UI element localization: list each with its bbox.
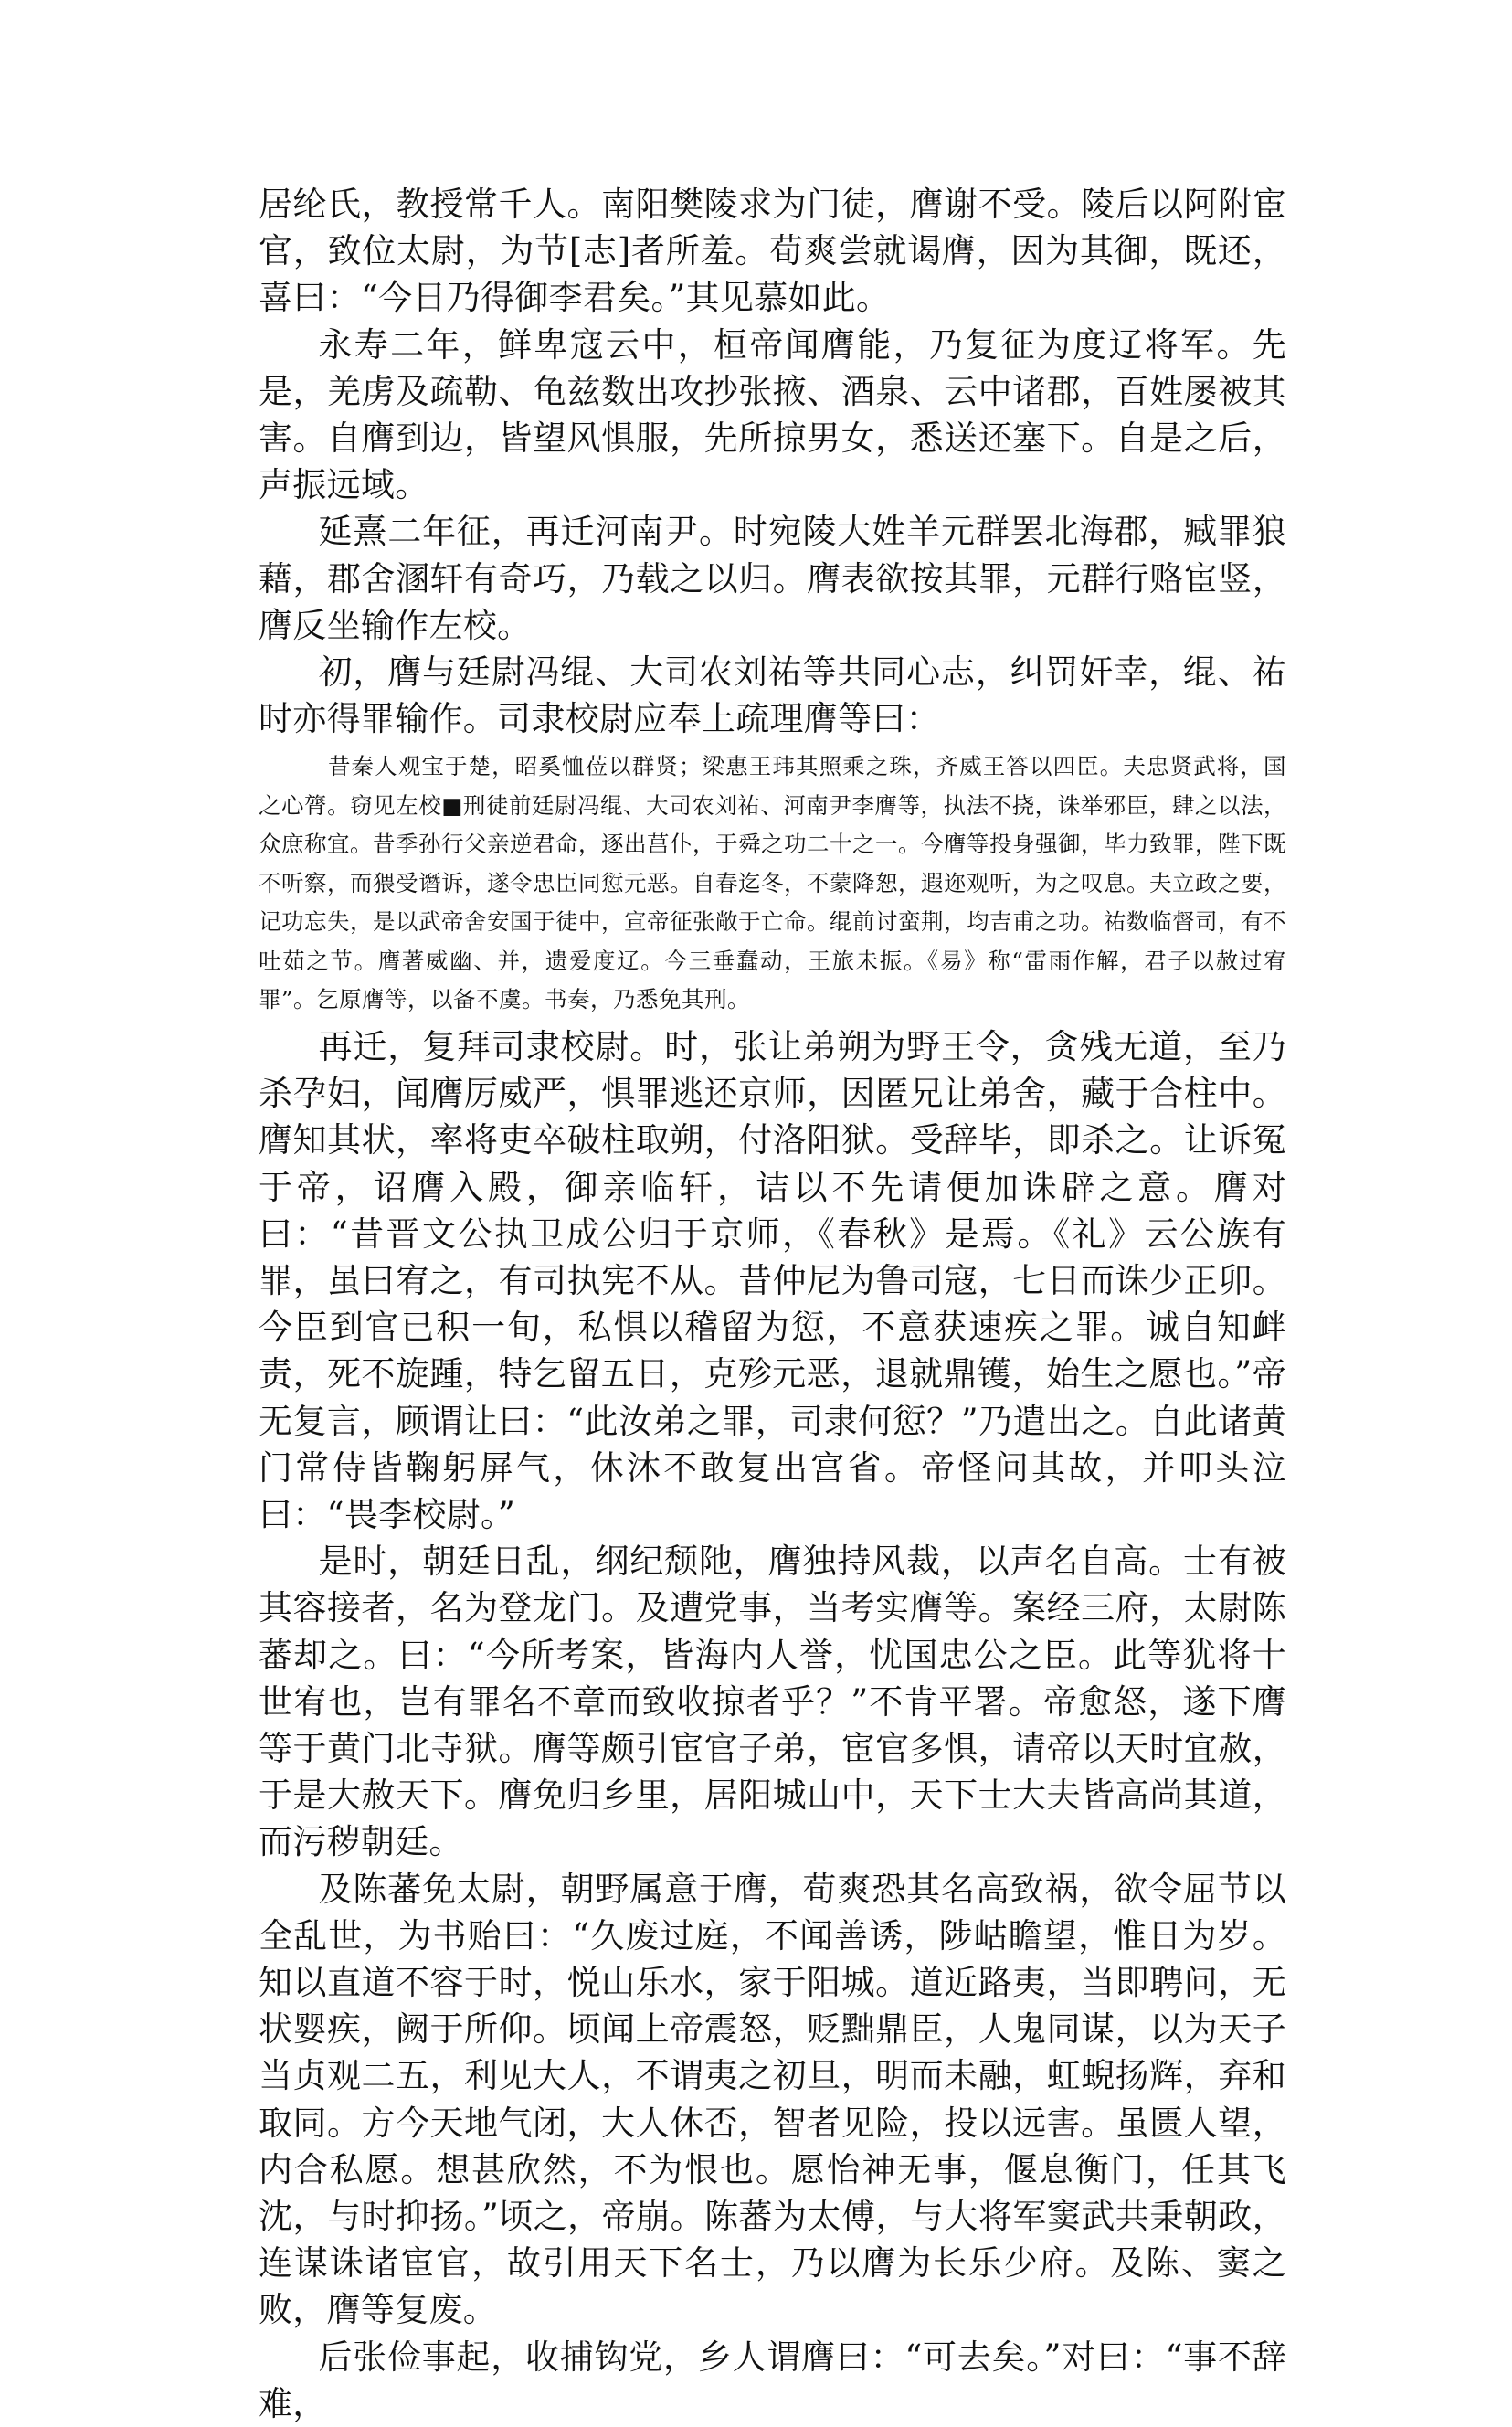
memorial-quote	[259, 747, 1286, 1020]
paragraph-3: 延熹二年征，再迁河南尹。时宛陵大姓羊元群罢北海郡，臧罪狼藉，郡舍溷轩有奇巧，乃载之以归。膺表欲按其罪，元群行赂宦竖，膺反坐输作左校。	[259, 512, 1286, 645]
paragraph-6: 是时，朝廷日乱，纲纪颓阤，膺独持风裁，以声名自高。士有被其容接者，名为登龙门。及遭党事，当考实膺等。案经三府，太尉陈蕃却之。曰：“今所考案，皆海内人誉，忧国忠公之臣。此等犹将十世宥也，岂有罪名不章而致收掠者乎？”不肯平署。帝愈怒，遂下膺等于黄门北寺狱。膺等颇引宦官子弟，宦官多惧，请帝以天时宜赦，于是大赦天下。膺免归乡里，居阳城山中，天下士大夫皆高尚其道，而污秽朝廷。	[259, 1542, 1286, 1862]
paragraph-4: 初，膺与廷尉冯绲、大司农刘祐等共同心志，纠罚奸幸，绲、祐时亦得罪输作。司隶校尉应奉上疏理膺等曰：	[259, 652, 1286, 739]
paragraph-7: 及陈蕃免太尉，朝野属意于膺，荀爽恐其名高致祸，欲令屈节以全乱世，为书贻曰：“久废过庭，不闻善诱，陟岵瞻望，惟日为岁。知以直道不容于时，悦山乐水，家于阳城。道近路夷，当即聘问，无状婴疾，阙于所仰。顷闻上帝震怒，贬黜鼎臣，人鬼同谋，以为天子当贞观二五，利见大人，不谓夷之初旦，明而未融，虹蜺扬辉，弃和取同。方今天地气闭，大人休否，智者见险，投以远害。虽匮人望，内合私愿。想甚欣然，不为恨也。愿怡神无事，偃息衡门，任其飞沈，与时抑扬。”顷之，帝崩。陈蕃为太傅，与大将军窦武共秉朝政，连谋诛诸宦官，故引用天下名士，乃以膺为长乐少府。及陈、窦之败，膺等复废。	[259, 1869, 1286, 2330]
document-body	[259, 181, 1286, 2427]
paragraph-5: 再迁，复拜司隶校尉。时，张让弟朔为野王令，贪残无道，至乃杀孕妇，闻膺厉威严，惧罪逃还京师，因匿兄让弟舍，藏于合柱中。膺知其状，率将吏卒破柱取朔，付洛阳狱。受辞毕，即杀之。让诉冤于帝，诏膺入殿，御亲临轩，诘以不先请便加诛辟之意。膺对曰：“昔晋文公执卫成公归于京师，《春秋》是焉。《礼》云公族有罪，虽曰宥之，有司执宪不从。昔仲尼为鲁司寇，七日而诛少正卯。今臣到官已积一旬，私惧以稽留为愆，不意获速疾之罪。诚自知衅责，死不旋踵，特乞留五日，克殄元恶，退就鼎镬，始生之愿也。”帝无复言，顾谓让曰：“此汝弟之罪，司隶何愆？”乃遣出之。自此诸黄门常侍皆鞠躬屏气，休沐不敢复出宫省。帝怪问其故，并叩头泣曰：“畏李校尉。”	[259, 1026, 1286, 1534]
paragraph-1: 居纶氏，教授常千人。南阳樊陵求为门徒，膺谢不受。陵后以阿附宦官，致位太尉，为节[志]者所羞。荀爽尝就谒膺，因为其御，既还，喜曰：“今日乃得御李君矣。”其见慕如此。	[259, 185, 1286, 318]
paragraph-2: 永寿二年，鲜卑寇云中，桓帝闻膺能，乃复征为度辽将军。先是，羌虏及疏勒、龟兹数出攻抄张掖、酒泉、云中诸郡，百姓屡被其害。自膺到边，皆望风惧服，先所掠男女，悉送还塞下。自是之后，声振远域。	[259, 324, 1286, 505]
paragraph-8: 后张俭事起，收捕钩党，乡人谓膺曰：“可去矣。”对曰：“事不辞难，	[259, 2337, 1286, 2423]
memorial-quote-text: 昔秦人观宝于楚，昭奚恤莅以群贤；梁惠王玮其照乘之珠，齐威王答以四臣。夫忠贤武将，国之心膂。窃见左校■刑徒前廷尉冯绲、大司农刘祐、河南尹李膺等，执法不挠，诛举邪臣，肆之以法，众庶称宜。昔季孙行父亲逆君命，逐出莒仆，于舜之功二十之一。今膺等投身强御，毕力致罪，陛下既不听察，而猥受谮诉，遂令忠臣同愆元恶。自春迄冬，不蒙降恕，遐迩观听，为之叹息。夫立政之要，记功忘失，是以武帝舍安国于徒中，宣帝征张敞于亡命。绲前讨蛮荆，均吉甫之功。祐数临督司，有不吐茹之节。膺著威幽、并，遗爱度辽。今三垂蠢动，王旅未振。《易》称“雷雨作解，君子以赦过宥罪”。乞原膺等，以备不虞。书奏，乃悉免其刑。	[259, 753, 1286, 1013]
